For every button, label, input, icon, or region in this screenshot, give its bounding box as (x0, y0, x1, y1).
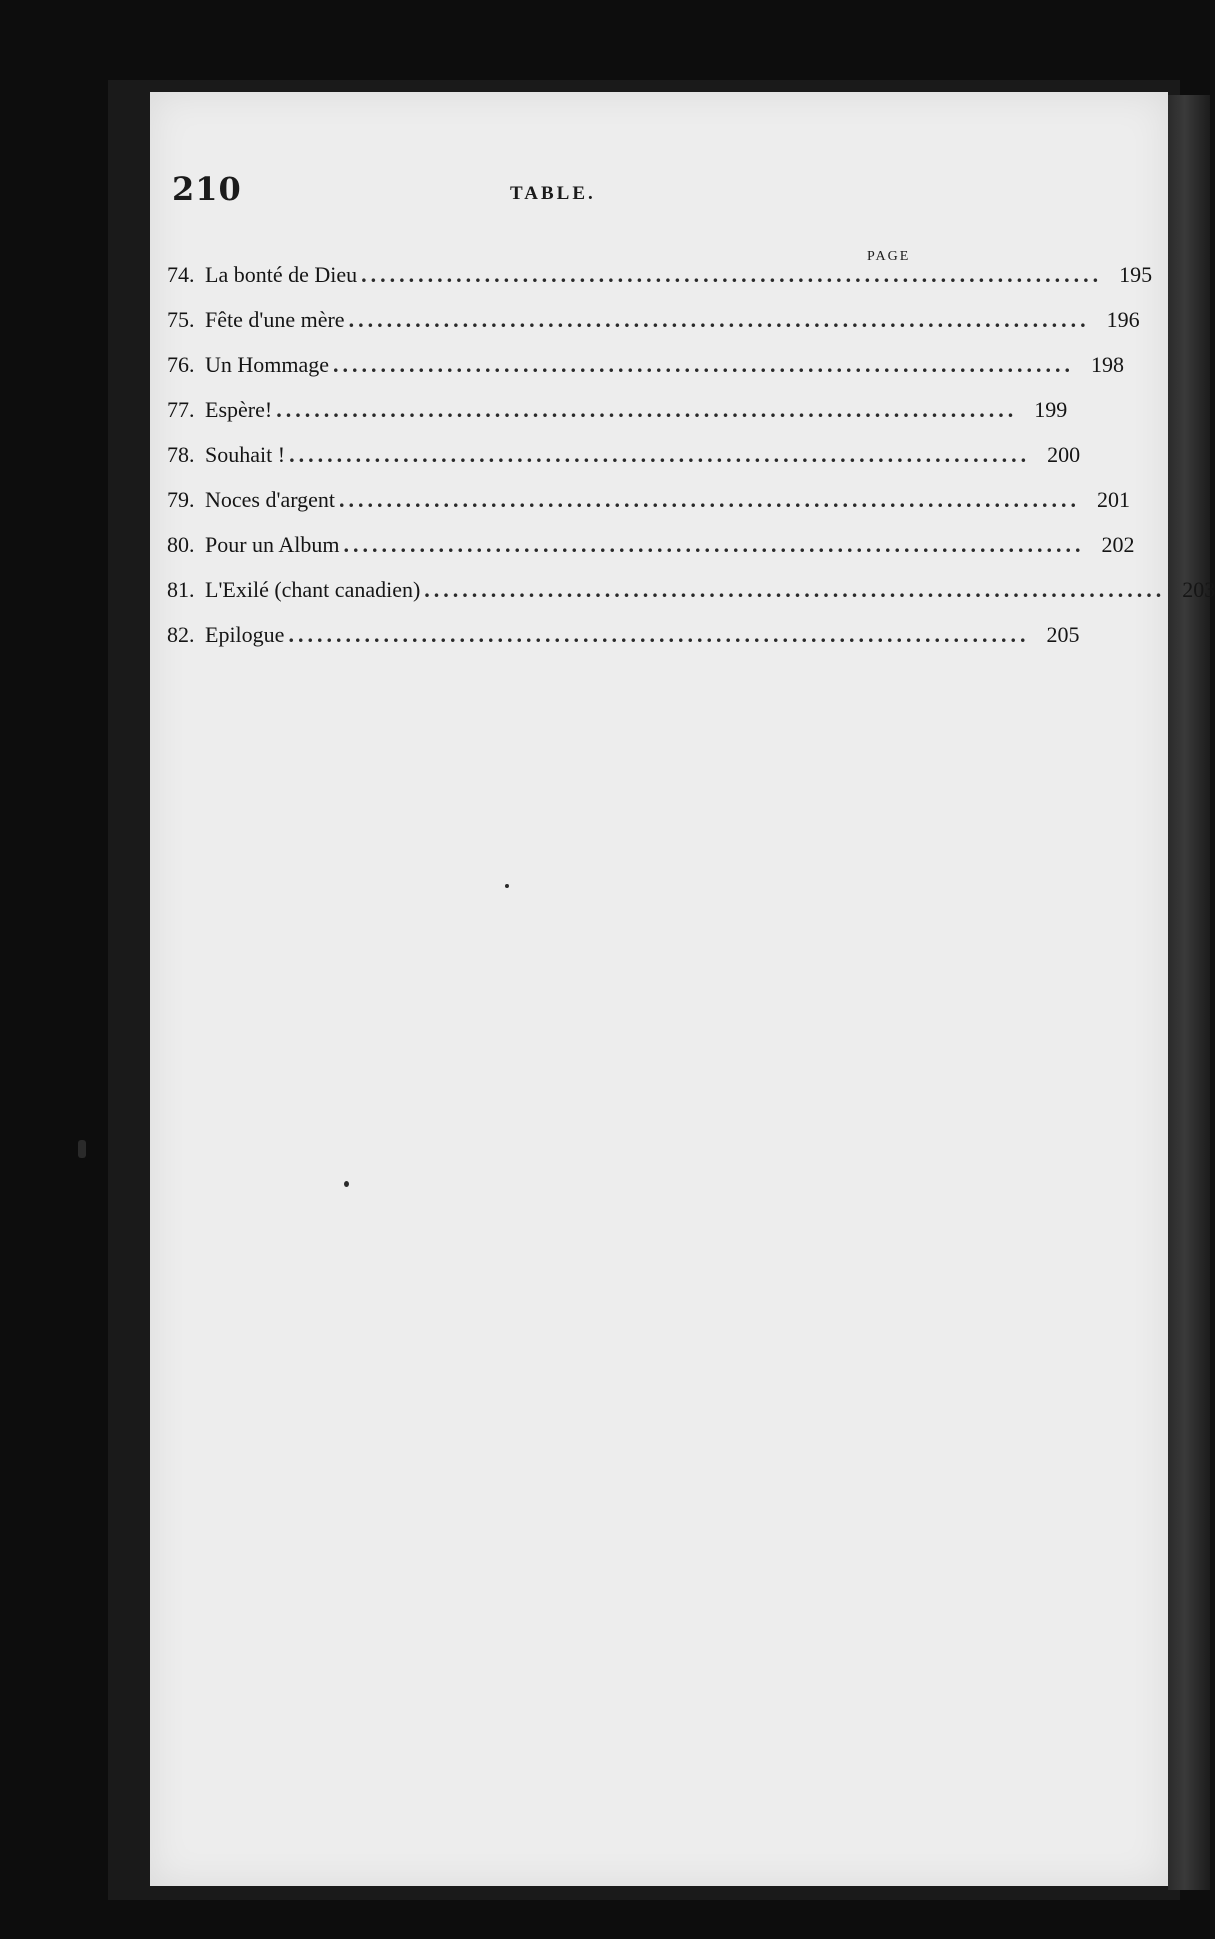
toc-entry-title: Epilogue (205, 622, 285, 647)
toc-entry (167, 577, 1215, 622)
book-spine-edge (1168, 95, 1210, 1890)
dot-leader: .............................................................................. (424, 577, 1166, 602)
toc-entry-title: Un Hommage (205, 352, 330, 377)
toc-entry-title: Fête d'une mère (205, 307, 345, 332)
toc-entry-page: 196 (1106, 307, 1140, 332)
toc-entry (167, 352, 1125, 397)
toc-entry-number: 80. (167, 532, 195, 557)
dot-leader: .............................................................................. (348, 307, 1090, 332)
toc-entry-number: 75. (167, 307, 195, 332)
paper-speck (505, 884, 509, 888)
toc-entry-number: 78. (167, 442, 195, 467)
dot-leader: .............................................................................. (333, 352, 1075, 377)
table-of-contents (167, 262, 1215, 667)
dot-leader: .............................................................................. (276, 397, 1018, 422)
dot-leader: .............................................................................. (289, 442, 1031, 467)
toc-entry (167, 397, 1068, 442)
dot-leader: .............................................................................. (288, 622, 1030, 647)
toc-entry (167, 487, 1131, 532)
toc-entry (167, 307, 1140, 352)
paper-speck (78, 1140, 86, 1158)
toc-entry-number: 81. (167, 577, 195, 602)
toc-entry (167, 622, 1080, 667)
toc-entry-page: 205 (1046, 622, 1080, 647)
running-title: TABLE. (510, 183, 596, 204)
toc-entry-title: Pour un Album (205, 532, 340, 557)
paper-speck (344, 1181, 349, 1187)
toc-entry-page: 203 (1182, 577, 1215, 602)
dot-leader: .............................................................................. (343, 532, 1085, 557)
toc-entry (167, 262, 1153, 307)
toc-entry-page: 200 (1047, 442, 1081, 467)
toc-entry-page: 201 (1097, 487, 1131, 512)
toc-entry (167, 532, 1135, 577)
toc-entry-page: 198 (1091, 352, 1125, 377)
toc-entry-page: 199 (1034, 397, 1068, 422)
toc-entry (167, 442, 1081, 487)
dot-leader: .............................................................................. (361, 262, 1103, 287)
toc-entry-page: 195 (1119, 262, 1153, 287)
toc-entry-number: 79. (167, 487, 195, 512)
page-column-label: PAGE (867, 249, 911, 264)
toc-entry-title: L'Exilé (chant canadien) (205, 577, 421, 602)
toc-entry-title: Noces d'argent (205, 487, 336, 512)
toc-entry-number: 82. (167, 622, 195, 647)
dot-leader: .............................................................................. (339, 487, 1081, 512)
toc-entry-number: 77. (167, 397, 195, 422)
toc-entry-page: 202 (1101, 532, 1135, 557)
toc-entry-number: 74. (167, 262, 195, 287)
toc-entry-title: Espère! (205, 397, 273, 422)
toc-entry-title: Souhait ! (205, 442, 286, 467)
toc-entry-number: 76. (167, 352, 195, 377)
page-number: 210 (172, 170, 242, 208)
toc-entry-title: La bonté de Dieu (205, 262, 358, 287)
